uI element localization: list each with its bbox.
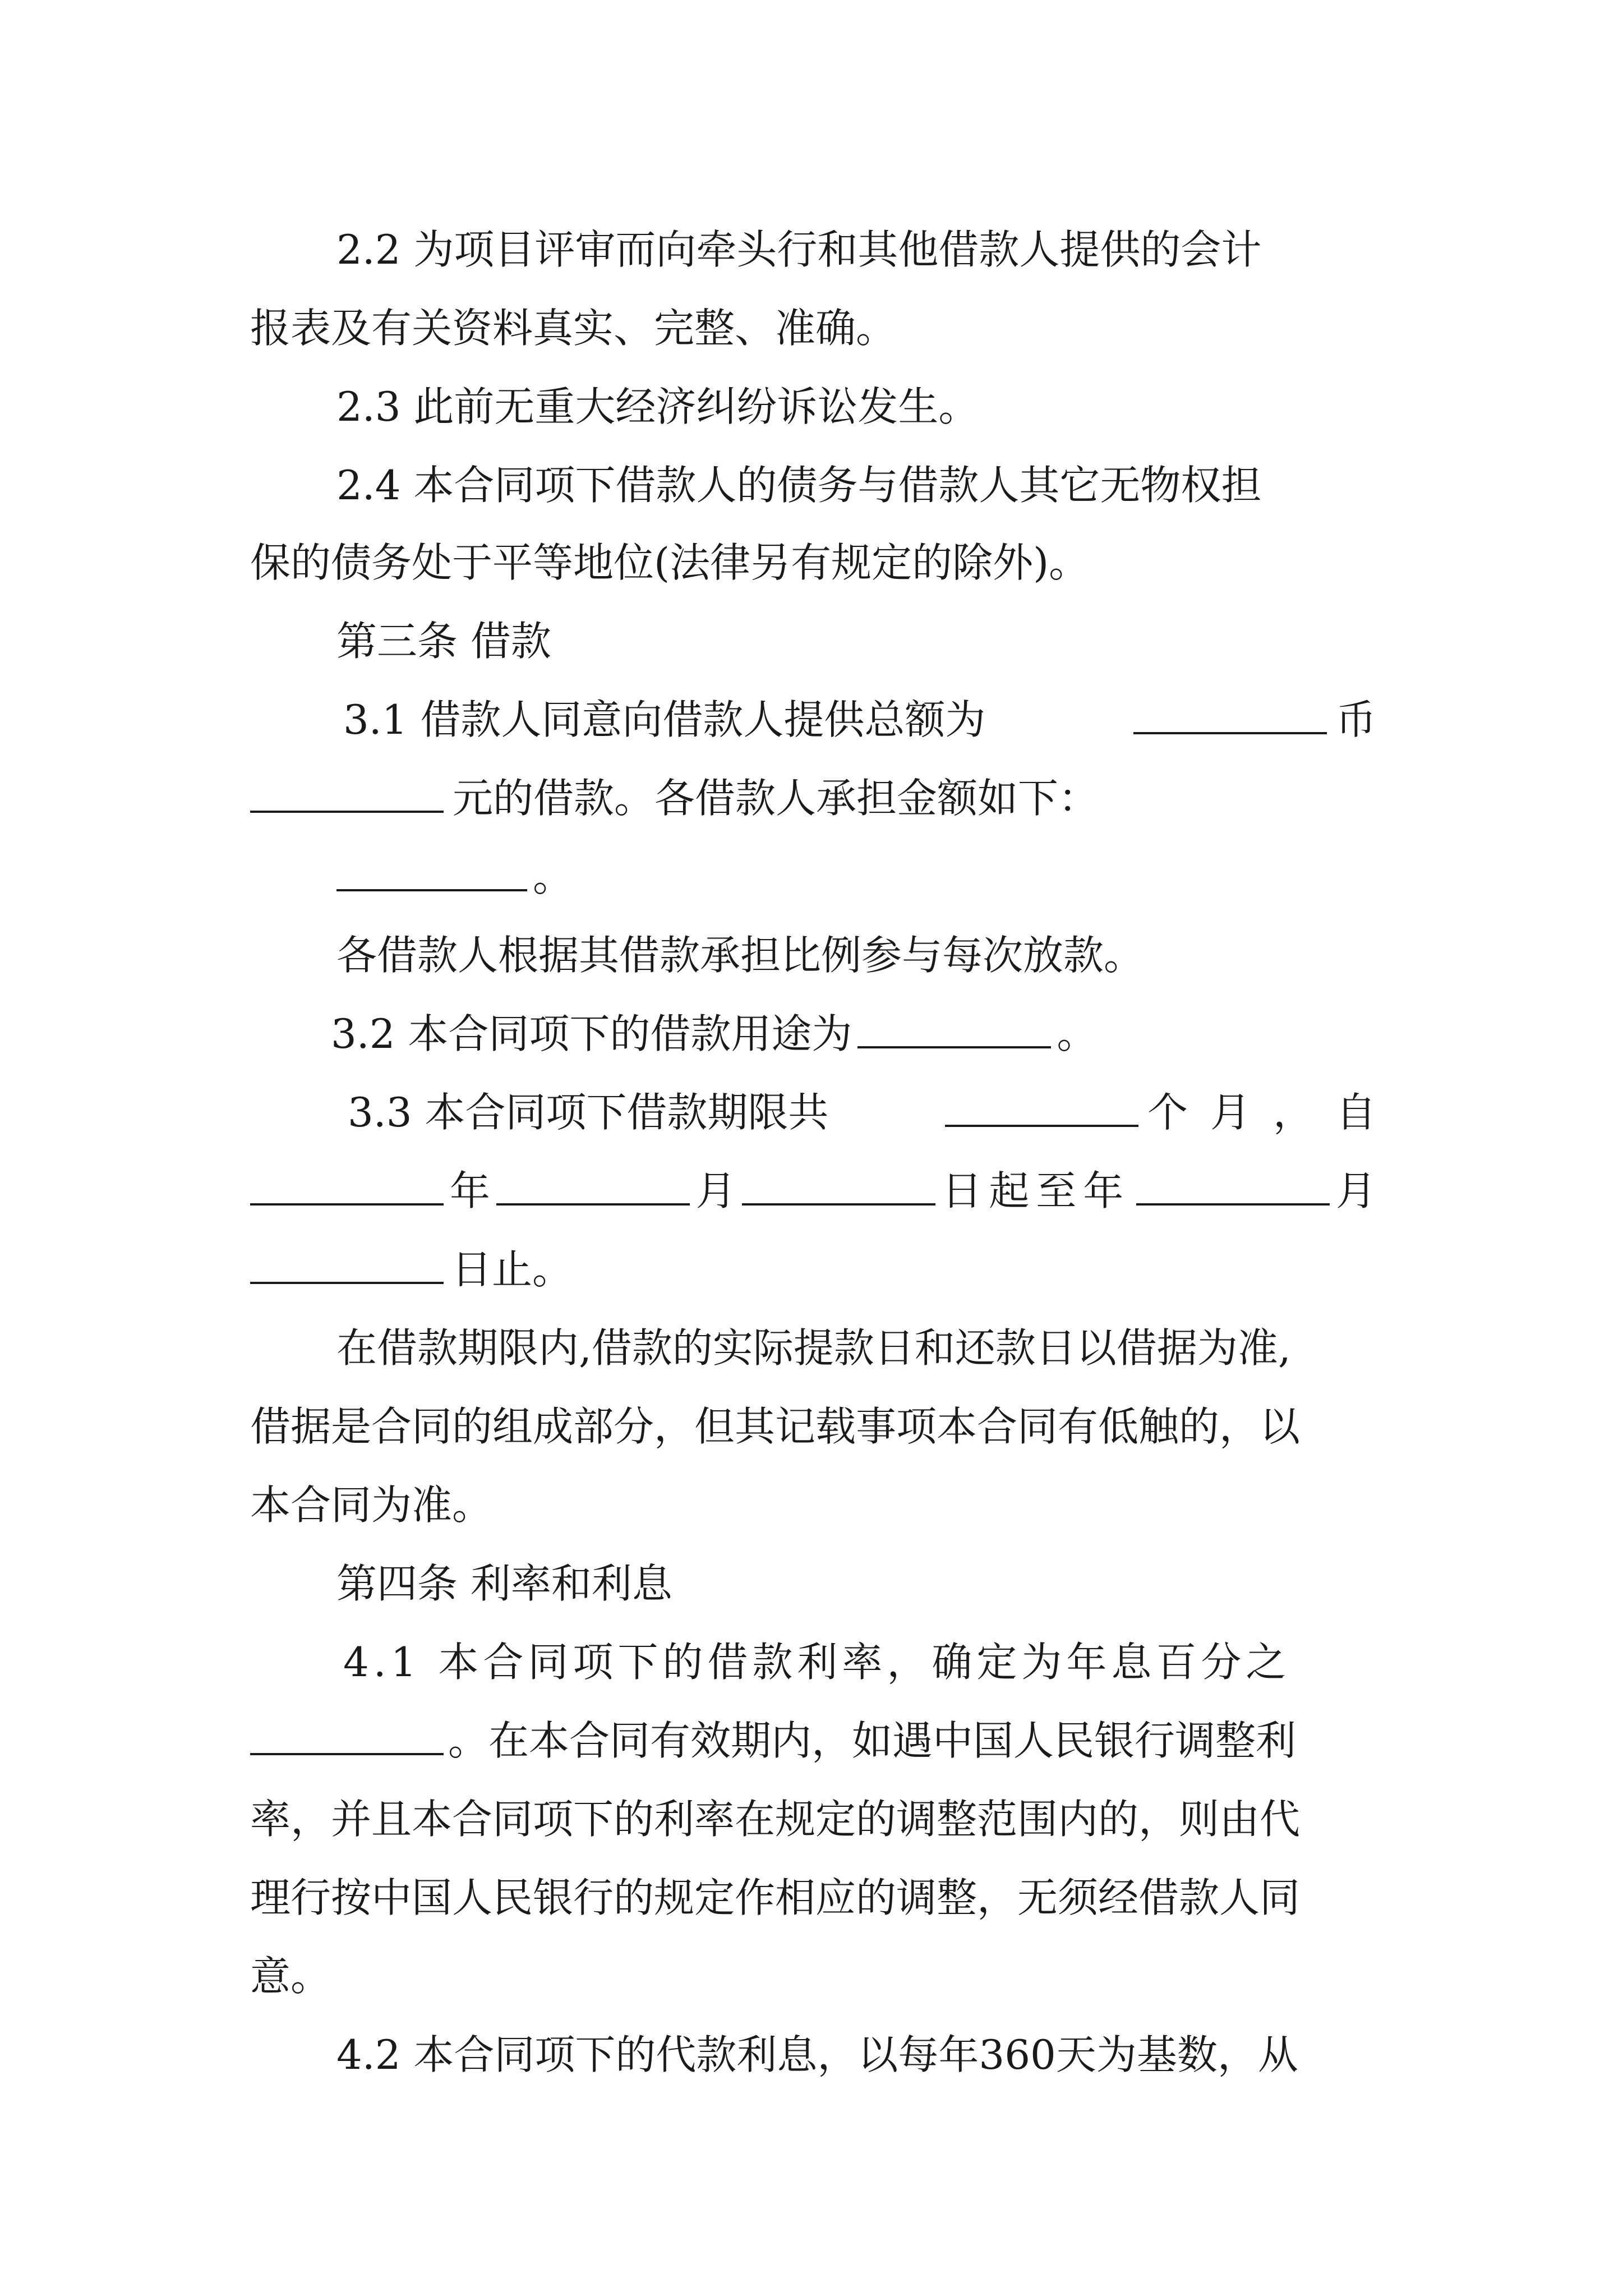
blank-interest-rate <box>250 1753 444 1755</box>
label-month: 月 <box>695 1167 736 1214</box>
para-4-1-line4: 理行按中国人民银行的规定作相应的调整，无须经借款人同 <box>250 1874 1301 1921</box>
para-drawdown-line3: 本合同为准。 <box>250 1481 493 1529</box>
para-4-1-line2 <box>250 1713 1297 1764</box>
para-4-1-line1: 4.1 本合同项下的借款利率，确定为年息百分之 <box>343 1639 1291 1686</box>
blank-end-day <box>250 1282 444 1284</box>
label-day-end: 日止。 <box>451 1246 573 1293</box>
para-3-3-line3 <box>250 1241 573 1293</box>
para-3-3-text: 3.3 本合同项下借款期限共 <box>348 1089 829 1136</box>
para-drawdown-line2: 借据是合同的组成部分，但其记载事项本合同有低触的，以 <box>250 1403 1301 1450</box>
para-4-1-text-2: 。在本合同有效期内，如遇中国人民银行调整利 <box>448 1717 1297 1764</box>
blank-end-month <box>1136 1203 1330 1205</box>
label-end-month: 月 <box>1335 1167 1376 1214</box>
para-3-3-months-text: 个月，自 <box>1147 1089 1399 1136</box>
label-year: 年 <box>449 1167 490 1214</box>
para-3-1-text: 3.1 借款人同意向借款人提供总额为 <box>343 696 986 743</box>
para-2-2-line2: 报表及有关资料真实、完整、准确。 <box>250 305 897 352</box>
para-3-1-period: 。 <box>533 853 574 900</box>
blank-start-year <box>250 1203 444 1205</box>
para-drawdown-line1: 在借款期限内,借款的实际提款日和还款日以借据为准, <box>336 1324 1291 1372</box>
article-3-heading: 第三条 借款 <box>336 618 551 665</box>
blank-total-amount <box>1133 732 1327 734</box>
blank-start-month <box>496 1203 690 1205</box>
article-4-heading: 第四条 利率和利息 <box>336 1560 672 1607</box>
para-3-1-line3 <box>336 849 574 900</box>
para-3-1-line4: 各借款人根据其借款承担比例参与每次放款。 <box>336 932 1145 979</box>
para-3-3-line1 <box>348 1084 1399 1136</box>
para-2-2-line1: 2.2 为项目评审而向牵头行和其他借款人提供的会计 <box>336 226 1262 273</box>
label-day-to-year: 日起至年 <box>942 1167 1131 1214</box>
para-3-1-line2 <box>250 770 1099 822</box>
para-3-3-line2 <box>250 1163 1376 1214</box>
para-3-2-text: 3.2 本合同项下的借款用途为 <box>331 1010 852 1057</box>
para-4-2-line1: 4.2 本合同项下的代款利息，以每年360天为基数，从 <box>336 2031 1298 2078</box>
para-4-1-line3: 率，并且本合同项下的利率在规定的调整范围内的，则由代 <box>250 1796 1301 1843</box>
blank-start-day <box>742 1203 935 1205</box>
blank-loan-purpose <box>857 1046 1051 1048</box>
para-3-1-text-2: 元的借款。各借款人承担金额如下： <box>453 775 1099 822</box>
blank-loan-months <box>945 1125 1138 1127</box>
para-4-1-line5: 意。 <box>250 1953 331 2000</box>
para-2-4-line2: 保的债务处于平等地位(法律另有规定的除外)。 <box>250 539 1090 586</box>
para-2-3: 2.3 此前无重大经济纠纷诉讼发生。 <box>336 383 979 430</box>
currency-label: 币 <box>1335 696 1376 743</box>
para-2-4-line1: 2.4 本合同项下借款人的债务与借款人其它无物权担 <box>336 462 1262 509</box>
para-3-1-line1 <box>343 692 1376 743</box>
blank-each-lender-amount <box>336 889 527 891</box>
blank-amount-yuan <box>250 811 444 813</box>
para-3-2 <box>331 1006 1098 1057</box>
para-3-2-period: 。 <box>1057 1010 1098 1057</box>
